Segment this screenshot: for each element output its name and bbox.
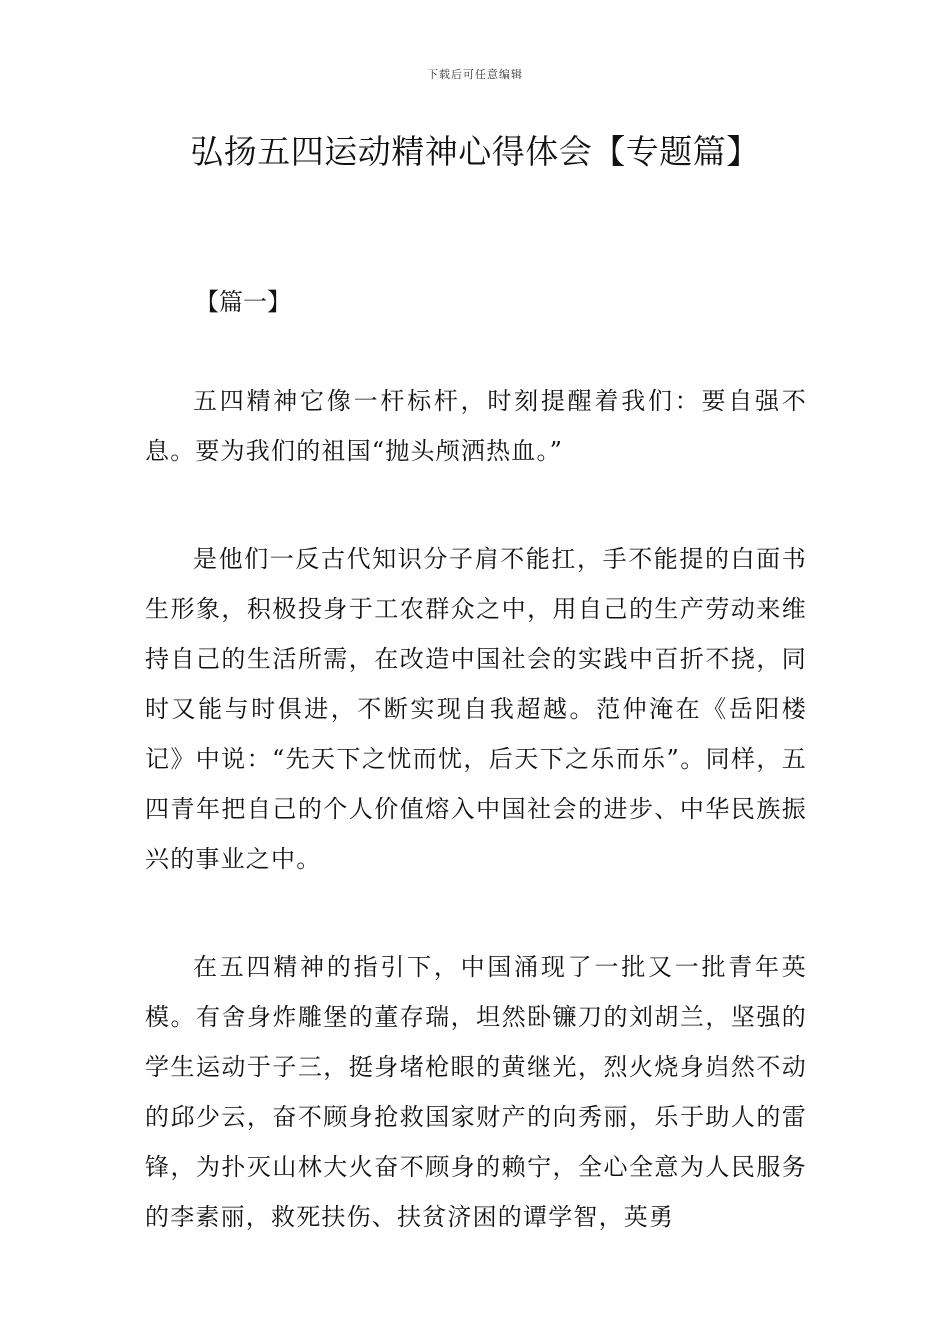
document-body: [145, 376, 807, 1300]
header-note: 下载后可任意编辑: [427, 68, 523, 81]
paragraph-1: 五四精神它像一杆标杆，时刻提醒着我们：要自强不息。要为我们的祖国“抛头颅洒热血。”: [145, 387, 807, 465]
document-title: 弘扬五四运动精神心得体会【专题篇】: [190, 132, 760, 171]
paragraph-2: 是他们一反古代知识分子肩不能扛，手不能提的白面书生形象，积极投身于工农群众之中，用自己的生产劳动来维持自己的生活所需，在改造中国社会的实践中百折不挠，同时又能与时俱进，不断实现自我超越。范仲淹在《岳阳楼记》中说：“先天下之忧而忧，后天下之乐而乐”。同样，五四青年把自己的个人价值熔入中国社会的进步、中华民族振兴的事业之中。: [145, 545, 807, 873]
paragraph-3: 在五四精神的指引下，中国涌现了一批又一批青年英模。有舍身炸雕堡的董存瑞，坦然卧镰刀的刘胡兰，坚强的学生运动于子三，挺身堵枪眼的黄继光，烈火烧身岿然不动的邱少云，奋不顾身抢救国家财产的向秀丽，乐于助人的雷锋，为扑灭山林大火奋不顾身的赖宁，全心全意为人民服务的李素丽，救死扶伤、扶贫济困的谭学智，英勇: [145, 953, 807, 1231]
section-heading: 【篇一】: [195, 288, 291, 316]
